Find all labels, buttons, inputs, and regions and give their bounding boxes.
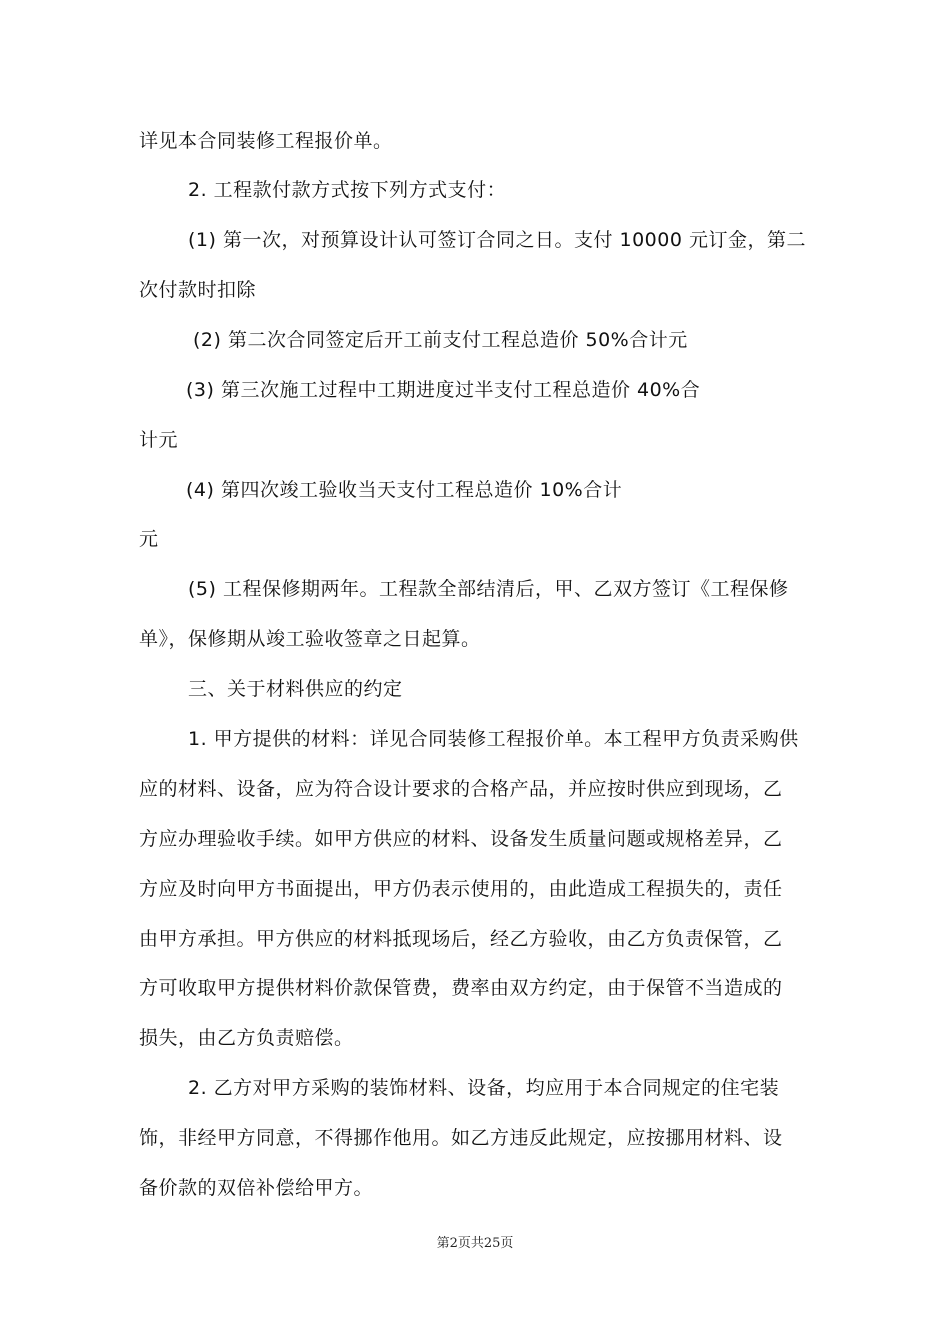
- body-line: 应的材料、设备，应为符合设计要求的合格产品，并应按时供应到现场，乙: [139, 778, 783, 800]
- section-heading: 三、关于材料供应的约定: [188, 678, 403, 700]
- page-number-footer: 第2页共25页: [436, 1236, 514, 1251]
- body-line: 单》，保修期从竣工验收签章之日起算。: [139, 628, 481, 650]
- body-line: (2) 第二次合同签定后开工前支付工程总造价 50%合计元: [193, 329, 688, 351]
- body-line: 由甲方承担。甲方供应的材料抵现场后，经乙方验收，由乙方负责保管，乙: [139, 928, 783, 950]
- body-line: 次付款时扣除: [139, 279, 257, 301]
- body-line: (3) 第三次施工过程中工期进度过半支付工程总造价 40%合: [186, 379, 701, 401]
- body-line: 方应办理验收手续。如甲方供应的材料、设备发生质量问题或规格差异，乙: [139, 828, 783, 850]
- body-line: 2. 工程款付款方式按下列方式支付：: [188, 179, 507, 201]
- body-line: 1. 甲方提供的材料：详见合同装修工程报价单。本工程甲方负责采购供: [188, 728, 799, 750]
- body-line: 元: [139, 528, 159, 550]
- body-line: 损失，由乙方负责赔偿。: [139, 1027, 354, 1049]
- body-line: 方可收取甲方提供材料价款保管费，费率由双方约定，由于保管不当造成的: [139, 977, 783, 999]
- body-line: (4) 第四次竣工验收当天支付工程总造价 10%合计: [186, 479, 623, 501]
- body-line: (5) 工程保修期两年。工程款全部结清后，甲、乙双方签订《工程保修: [188, 578, 789, 600]
- body-line: 2. 乙方对甲方采购的装饰材料、设备，均应用于本合同规定的住宅装: [188, 1077, 780, 1099]
- body-line: 备价款的双倍补偿给甲方。: [139, 1177, 374, 1199]
- body-line: 计元: [139, 429, 179, 451]
- body-line: 饰，非经甲方同意，不得挪作他用。如乙方违反此规定，应按挪用材料、设: [139, 1127, 783, 1149]
- body-line: (1) 第一次，对预算设计认可签订合同之日。支付 10000 元订金，第二: [188, 229, 806, 251]
- body-line: 方应及时向甲方书面提出，甲方仍表示使用的，由此造成工程损失的，责任: [139, 878, 783, 900]
- body-line: 详见本合同装修工程报价单。: [139, 130, 393, 152]
